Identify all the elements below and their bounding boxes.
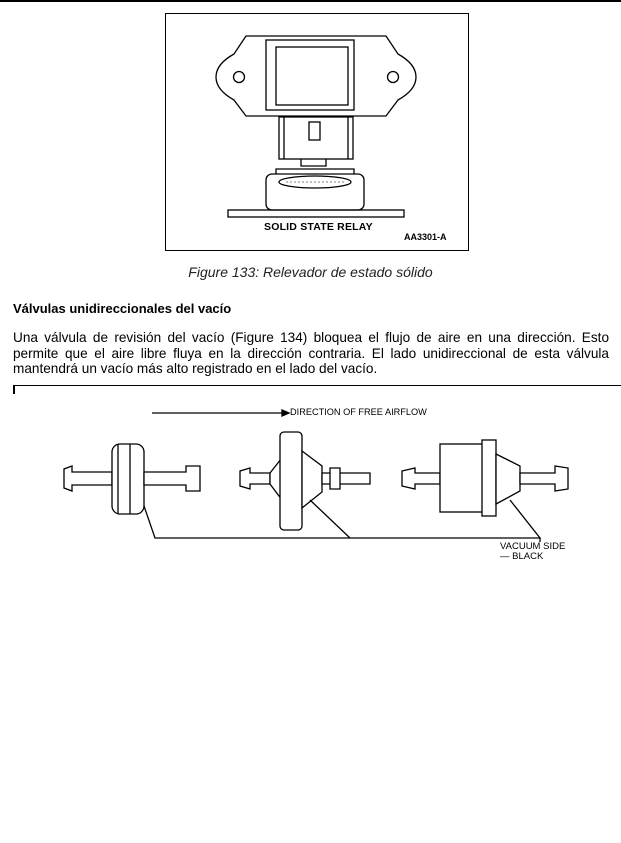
relay-body-inner (276, 47, 348, 105)
relay-connector (279, 117, 353, 159)
mount-hole-left (234, 72, 245, 83)
relay-label: SOLID STATE RELAY (264, 221, 373, 233)
top-rule (0, 0, 621, 2)
vacuum-side-color-label: — BLACK (500, 551, 544, 562)
figure-133 (165, 13, 469, 251)
check-valve-3 (402, 440, 568, 516)
body-paragraph: Una válvula de revisión del vacío (Figure 134) bloquea el flujo de aire en una dirección. Esto permite que el aire libre fluya en la dirección contraria. El lado unidireccional de esta válvula mantendrá un vacío más alto registrado en el lado del vacío. (13, 330, 609, 376)
relay-connector-slot (309, 122, 320, 140)
vacuum-side-label: VACUUM SIDE (500, 541, 566, 552)
figure-caption: Figure 133: Relevador de estado sólido (188, 264, 433, 280)
solid-state-relay-drawing (166, 14, 470, 252)
airflow-direction-label: DIRECTION OF FREE AIRFLOW (290, 407, 427, 417)
airflow-arrow-head (282, 410, 289, 416)
relay-body (266, 40, 354, 110)
section-rule (13, 385, 621, 386)
relay-bracket (228, 210, 404, 217)
relay-latch (301, 159, 326, 166)
check-valve-1 (64, 444, 200, 514)
harness-plug (266, 174, 364, 210)
figure-reference-code: AA3301-A (404, 232, 447, 242)
relay-flange (216, 36, 416, 116)
section-tick (13, 385, 15, 394)
check-valve-2 (240, 432, 370, 530)
section-heading: Válvulas unidireccionales del vacío (13, 301, 232, 316)
mount-hole-right (388, 72, 399, 83)
